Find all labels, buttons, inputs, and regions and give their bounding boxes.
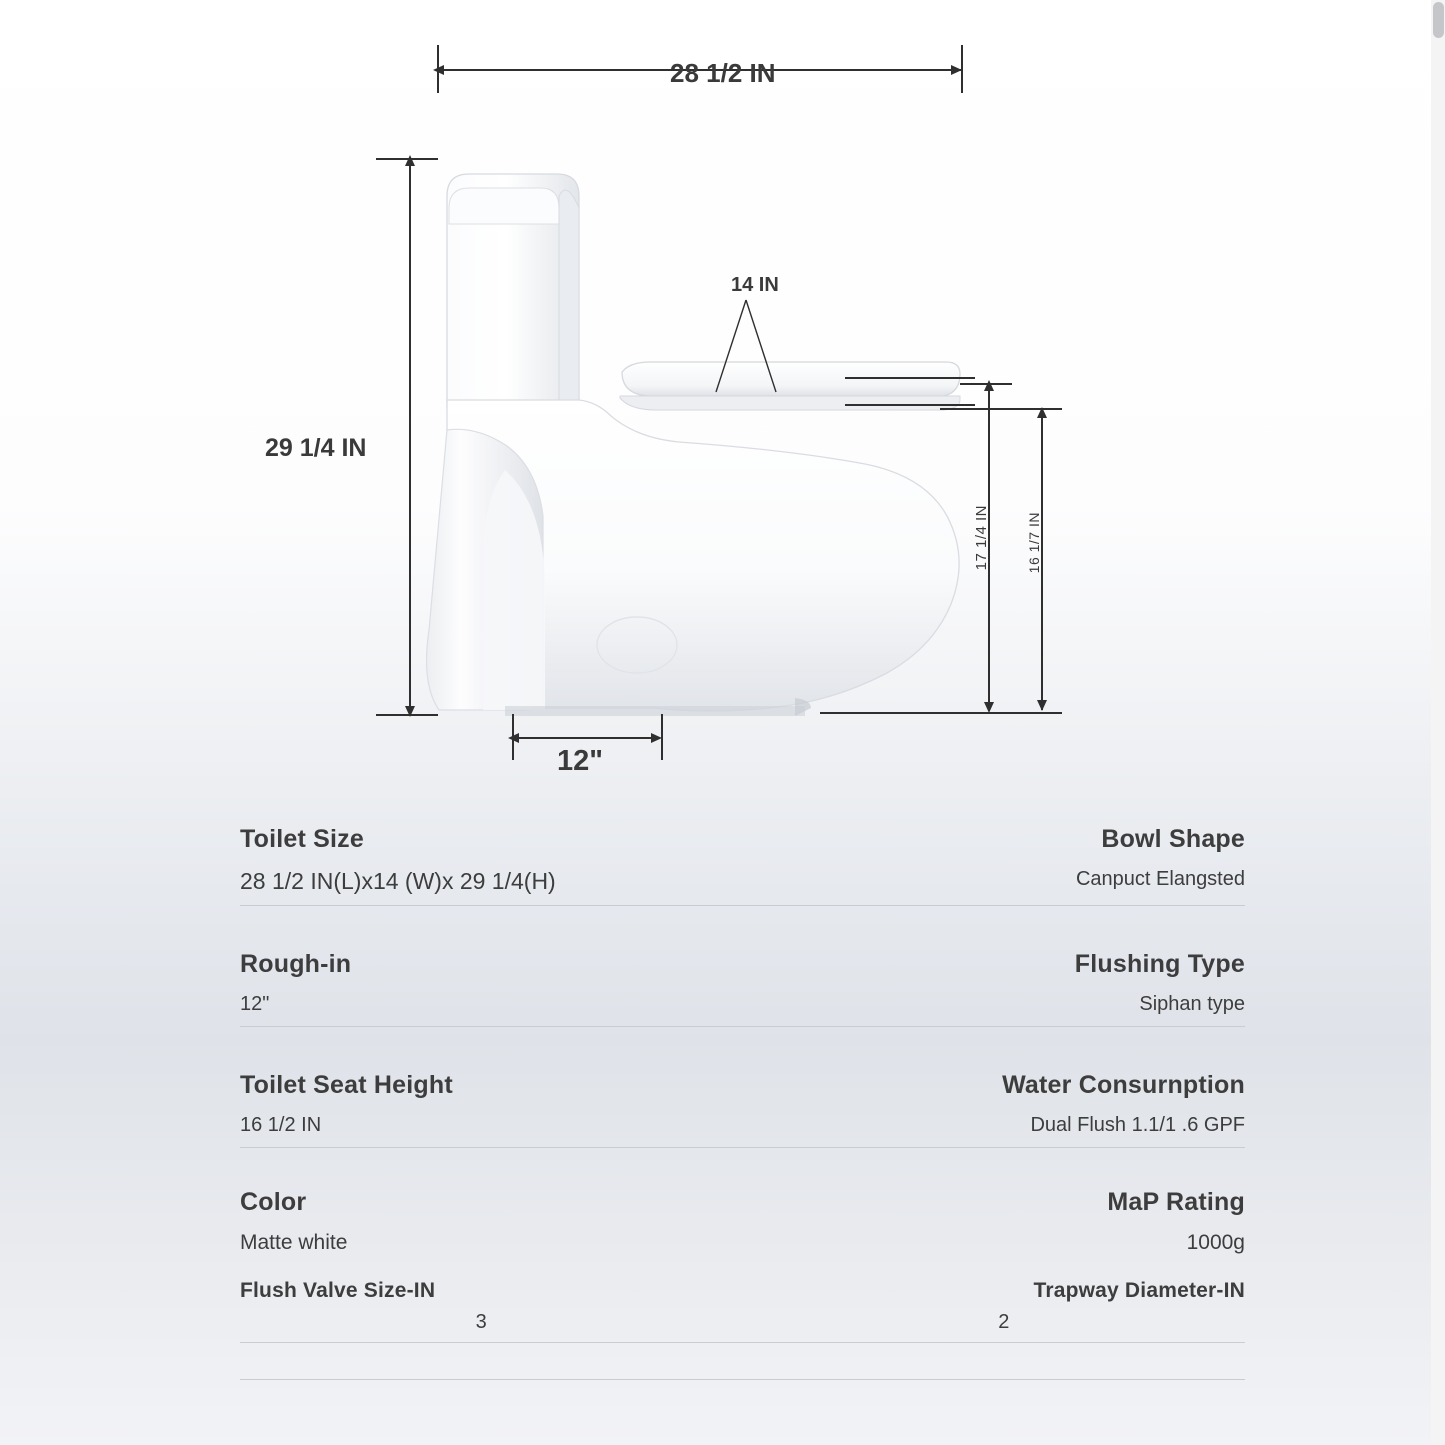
table-bottom-divider xyxy=(240,1379,1245,1380)
scrollbar-thumb[interactable] xyxy=(1433,2,1444,38)
spec-row-color xyxy=(240,1188,1245,1263)
tick-height-bottom xyxy=(376,714,438,716)
spec-row-valve-trapway xyxy=(240,1279,1245,1343)
dim-label-bowl-height: 17 1/4 IN xyxy=(973,505,990,571)
spec-value-bowl-shape: Canpuct Elangsted xyxy=(1075,868,1245,890)
tick-width-left xyxy=(437,45,439,93)
spec-title-toilet-size: Toilet Size xyxy=(240,825,364,853)
page-scrollbar[interactable] xyxy=(1431,0,1445,1445)
spec-title-trapway-diameter: Trapway Diameter-IN xyxy=(1033,1279,1245,1302)
specifications-table xyxy=(240,825,1245,1380)
tick-seat-bottom xyxy=(845,404,975,406)
dim-label-seat-height: 16 1/7 IN xyxy=(1026,512,1042,574)
arrow-up-height-left xyxy=(405,155,415,166)
spec-title-seat-height: Toilet Seat Height xyxy=(240,1071,453,1099)
spec-title-map-rating: MaP Rating xyxy=(1107,1188,1245,1216)
spec-title-flushing-type: Flushing Type xyxy=(1074,950,1245,978)
tick-rough-in-right xyxy=(661,714,663,760)
spec-title-flush-valve-size: Flush Valve Size-IN xyxy=(240,1279,436,1302)
spec-value-rough-in: 12" xyxy=(240,993,270,1015)
arrow-up-bowl-height xyxy=(984,380,994,391)
spec-title-rough-in: Rough-in xyxy=(240,950,352,978)
tick-seat-top xyxy=(845,377,975,379)
spec-value-flush-valve-size: 3 xyxy=(475,1311,487,1333)
spec-row-rough-in xyxy=(240,950,1245,1027)
leader-line-seat-width xyxy=(700,296,820,406)
dim-line-rough-in xyxy=(512,737,660,739)
spec-row-seat-height xyxy=(240,1071,1245,1148)
arrow-down-seat-height xyxy=(1037,700,1047,711)
spec-value-flushing-type: Siphan type xyxy=(1139,993,1245,1015)
table-bottom-spacer xyxy=(240,1343,1245,1379)
dim-label-rough-in: 12" xyxy=(557,745,604,777)
spec-value-trapway-diameter: 2 xyxy=(998,1311,1010,1333)
dim-label-seat-width: 14 IN xyxy=(731,274,779,296)
spec-value-color: Matte white xyxy=(240,1231,348,1254)
dim-label-height-left: 29 1/4 IN xyxy=(265,434,367,462)
tick-bowl-top xyxy=(960,383,1012,385)
tick-seat-height-bottom xyxy=(820,712,1062,714)
spec-title-water-consumption: Water Consurnption xyxy=(1002,1071,1245,1099)
spec-value-water-consumption: Dual Flush 1.1/1 .6 GPF xyxy=(1030,1114,1245,1136)
tick-height-top xyxy=(376,158,438,160)
spec-row-toilet-size xyxy=(240,825,1245,906)
spec-value-map-rating: 1000g xyxy=(1186,1231,1245,1254)
spec-title-bowl-shape: Bowl Shape xyxy=(1101,825,1245,853)
spec-value-toilet-size: 28 1/2 IN(L)x14 (W)x 29 1/4(H) xyxy=(240,868,556,894)
tick-width-right xyxy=(961,45,963,93)
spec-title-color: Color xyxy=(240,1188,307,1216)
dim-line-height-left xyxy=(409,158,411,715)
dim-label-width-top: 28 1/2 IN xyxy=(670,58,776,88)
spec-value-seat-height: 16 1/2 IN xyxy=(240,1114,322,1136)
tick-seat-height-top xyxy=(940,408,1062,410)
tick-rough-in-left xyxy=(512,714,514,760)
